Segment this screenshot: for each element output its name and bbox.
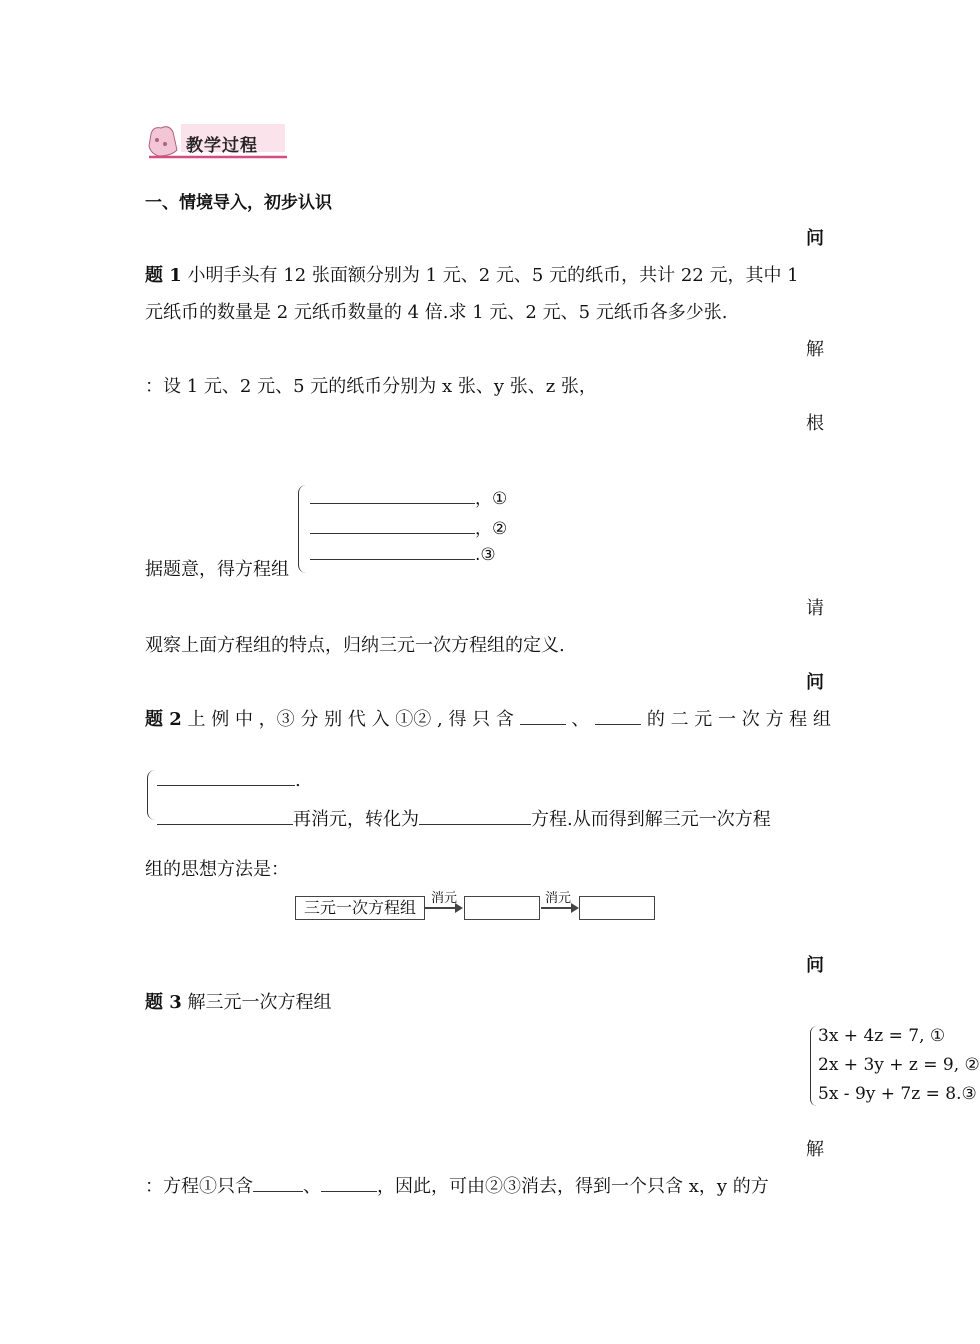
q3-solution-wrap-char: 解 (806, 1139, 824, 1160)
q1-gen-wrap-char: 根 (806, 413, 824, 434)
q1-line1 (145, 261, 799, 287)
q3-eq-1: 3x + 4z = 7, ① (818, 1026, 946, 1046)
q2-line2 (157, 805, 771, 831)
observe-line: 观察上面方程组的特点，归纳三元一次方程组的定义. (145, 635, 565, 656)
q2-text-a: 上 例 中 ，③ 分 别 代 入 ①② , 得 只 含 (181, 709, 514, 730)
flow-arrow-2 (541, 907, 571, 909)
q2-text-d: 再消元，转化为 (293, 809, 419, 830)
q1-solution-line: ：设 1 元、2 元、5 元的纸币分别为 x 张、y 张、z 张， (145, 376, 597, 397)
q3-label: 题 3 (145, 992, 182, 1013)
observe-wrap-char: 请 (806, 598, 824, 619)
q1-system-row-2 (310, 514, 507, 539)
flow-arrow-label-2: 消元 (545, 891, 572, 906)
q1-blank-1[interactable] (310, 503, 475, 504)
flow-arrowhead-2 (571, 903, 579, 913)
q3-sol-c: ，因此，可由②③消去，得到一个只含 x，y 的方 (377, 1176, 769, 1197)
q3-solution-line (145, 1172, 769, 1198)
q1-mark-1: ，① (475, 489, 508, 509)
flow-box-blank-1[interactable] (464, 896, 540, 920)
q2-text-e: 方程.从而得到解三元一次方程 (531, 809, 771, 830)
q1-label: 题 1 (145, 265, 182, 286)
q1-gen-line: 据题意，得方程组 (145, 559, 289, 580)
q1-blank-3[interactable] (310, 559, 475, 560)
q3-blank-1[interactable] (253, 1191, 303, 1192)
q1-mark-3: .③ (475, 545, 496, 565)
flow-box-blank-2[interactable] (579, 896, 655, 920)
q1-solution-wrap-char: 解 (806, 339, 824, 360)
flow-arrow-label-1: 消元 (431, 891, 458, 906)
q2-blank-3[interactable] (419, 824, 531, 825)
q2-system-row-1: . (157, 770, 301, 791)
q1-system-row-1 (310, 484, 507, 509)
q2-label: 题 2 (145, 709, 182, 730)
q1-blank-2[interactable] (310, 533, 475, 534)
q3-blank-2[interactable] (321, 1191, 377, 1192)
q1-system-brace (298, 485, 307, 573)
q1-system-row-3 (310, 544, 496, 565)
flow-arrowhead-1 (455, 903, 463, 913)
q3-line (145, 988, 332, 1014)
q3-sol-a: ：方程①只含 (145, 1176, 253, 1197)
q1-mark-2: ，② (475, 519, 508, 539)
q2-system-blank-1[interactable] (157, 785, 295, 786)
q3-eq-2: 2x + 3y + z = 9, ② (818, 1055, 980, 1075)
q1-text-line2: 元纸币的数量是 2 元纸币数量的 4 倍.求 1 元、2 元、5 元纸币各多少张. (145, 302, 728, 323)
q2-system-blank-2[interactable] (157, 824, 293, 825)
flow-arrow-1 (425, 907, 455, 909)
q3-eq-3: 5x - 9y + 7z = 8.③ (818, 1084, 977, 1104)
q2-blank-1[interactable] (520, 724, 566, 725)
q2-system-brace (147, 770, 155, 820)
q2-wrap-char: 问 (806, 672, 824, 693)
q1-text-line1: 小明手头有 12 张面额分别为 1 元、2 元、5 元的纸币，共计 22 元，其中 1 (181, 265, 799, 286)
q3-equation-system (808, 1024, 980, 1110)
q1-wrap-char: 问 (806, 228, 824, 249)
section-banner-title: 教学过程 (186, 136, 258, 156)
q3-system-brace (810, 1026, 817, 1106)
flow-box-ternary-system: 三元一次方程组 (295, 896, 425, 920)
q2-line3: 组的思想方法是： (145, 859, 289, 880)
q2-blank-2[interactable] (595, 724, 641, 725)
q2-text-b: 、 (571, 709, 590, 730)
heading-situation-intro: 一、情境导入，初步认识 (145, 193, 332, 213)
q2-text-c: 的 二 元 一 次 方 程 组 (646, 709, 831, 730)
q3-text: 解三元一次方程组 (181, 992, 332, 1013)
q3-sol-b: 、 (303, 1176, 321, 1197)
q2-line1 (145, 705, 831, 731)
q3-wrap-char: 问 (806, 955, 824, 976)
